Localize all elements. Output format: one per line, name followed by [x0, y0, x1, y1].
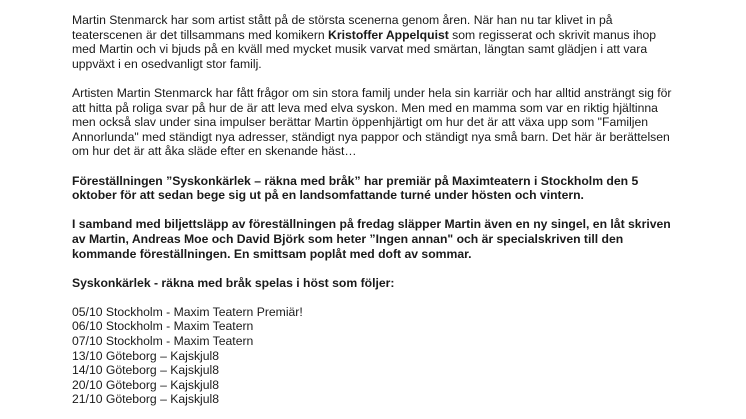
director-name: Kristoffer Appelquist: [328, 27, 449, 42]
schedule-item: 05/10 Stockholm - Maxim Teatern Premiär!: [72, 304, 303, 319]
schedule-item: 20/10 Göteborg – Kajskjul8: [72, 377, 220, 392]
schedule-item: 14/10 Göteborg – Kajskjul8: [72, 363, 220, 378]
single-paragraph: I samband med biljettsläpp av föreställningen på fredag släpper Martin även en ny singel, en låt skriven av Martin, Andreas Moe och David Björk som heter ”Ingen annan" och är specialskriven till den kommande föreställningen. En smittsam poplåt med doft av sommar.: [72, 217, 671, 261]
schedule-heading: Syskonkärlek - räkna med bråk spelas i höst som följer:: [72, 275, 395, 290]
schedule-item: 06/10 Stockholm - Maxim Teatern: [72, 319, 254, 334]
schedule-item: 13/10 Göteborg – Kajskjul8: [72, 348, 220, 363]
story-paragraph: Artisten Martin Stenmarck har fått frågor om sin stora familj under hela sin karriär och har alltid ansträngt sig för att hitta på roliga svar på hur de är att leva med elva syskon. Men med en mamma som var en riktig hjältinna men också slav under sina impulser berättar Martin öppenhjärtigt om hur det är att växa upp som "Familjen Annorlunda" med ständigt nya adresser, ständigt nya pappor och ständigt nya små barn. Det här är berättelsen om hur det är att åka släde efter en skenande häst…: [72, 85, 672, 159]
intro-text-start: Martin Stenmarck har som artist stått på de största scenerna genom åren. När han nu tar klivet in på teaterscenen är det tillsammans med komikern: [72, 13, 613, 42]
schedule-item: 21/10 Göteborg – Kajskjul8: [72, 392, 220, 407]
intro-paragraph: [72, 13, 682, 71]
document-body: [72, 13, 682, 407]
intro-text-end: som regisserat och skrivit manus ihop med Martin och vi bjuds på en kväll med mycket musik varvat med smärtan, längtan samt glädjen i att vara uppväxt i en osedvanligt stor familj.: [72, 27, 657, 71]
premiere-paragraph: Föreställningen ”Syskonkärlek – räkna med bråk” har premiär på Maximteatern i Stockholm den 5 oktober för att sedan bege sig ut på en landsomfattande turné under hösten och vintern.: [72, 173, 639, 203]
schedule-item: 07/10 Stockholm - Maxim Teatern: [72, 334, 254, 349]
schedule-list: [72, 305, 682, 407]
